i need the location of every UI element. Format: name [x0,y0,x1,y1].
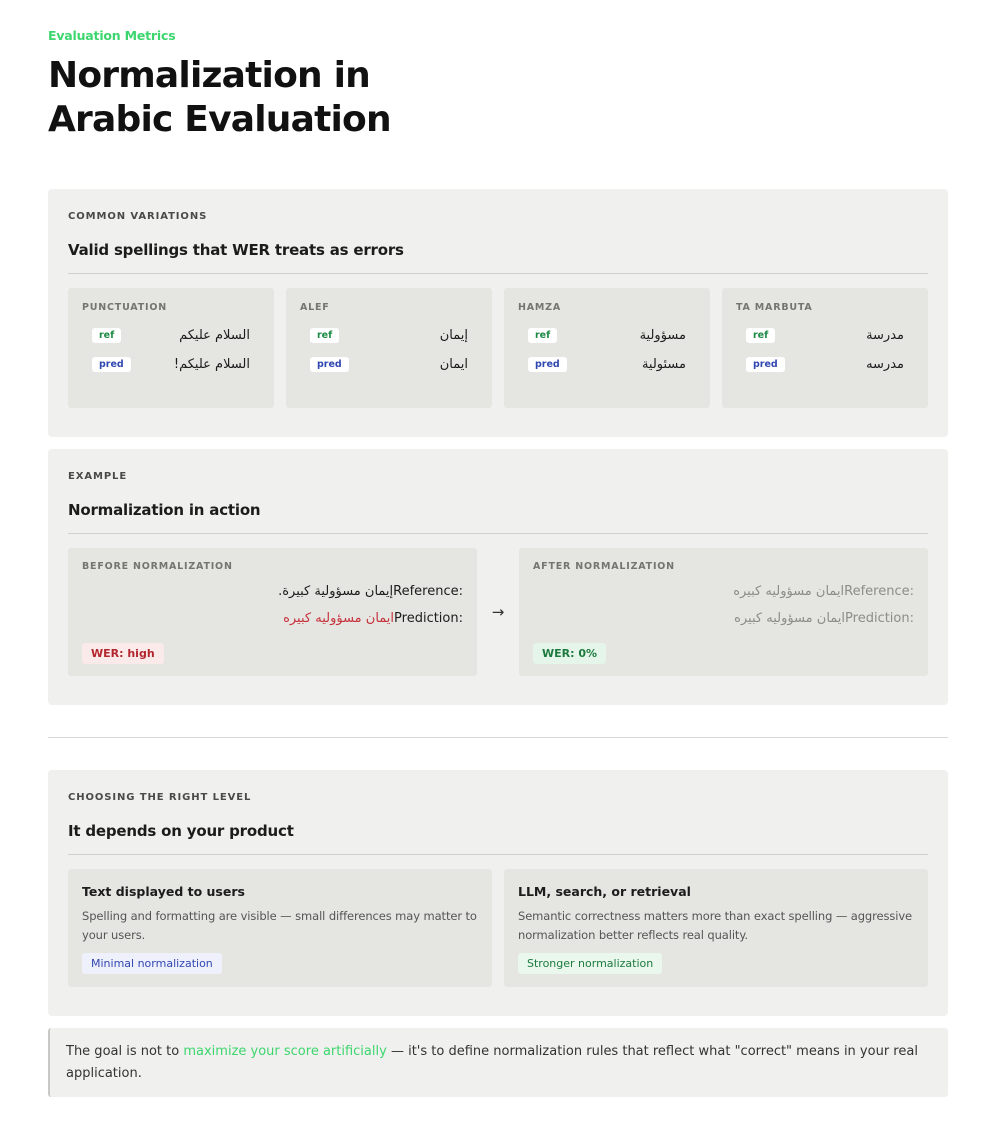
variation-tile-punctuation [68,288,274,408]
note-text-after: — it's to define normalization rules that reflect what "correct" means in your real application. [66,1044,918,1081]
arrow-right-icon: → [491,603,505,621]
before-normalization-panel [68,548,477,676]
example-kicker: EXAMPLE [68,471,128,482]
variation-tile-alef [286,288,492,408]
variation-label: TA MARBUTA [736,302,813,313]
example-card [48,449,948,705]
variation-ref-row [300,328,478,343]
variation-pred-row [518,357,696,372]
example-comparison [68,548,928,676]
after-reference-value: ايمان مسؤوليه كبيره [733,584,845,599]
choosing-kicker: CHOOSING THE RIGHT LEVEL [68,792,252,803]
before-prediction-label: Prediction: [394,611,463,626]
variation-ref-row [736,328,914,343]
after-normalization-panel [519,548,928,676]
ref-text: مدرسة [866,328,904,343]
variation-pred-row [736,357,914,372]
variation-label: PUNCTUATION [82,302,167,313]
pred-tag: pred [746,357,785,372]
after-reference-line [533,584,914,599]
variation-label: HAMZA [518,302,561,313]
section-divider [48,737,948,738]
variations-card [48,189,948,437]
after-label: AFTER NORMALIZATION [533,561,675,572]
pred-tag: pred [310,357,349,372]
eyebrow-category: Evaluation Metrics [48,28,176,43]
before-prediction-line [82,611,463,626]
ref-text: مسؤولية [639,328,686,343]
note-text-before: The goal is not to [66,1044,184,1059]
stronger-normalization-pill: Stronger normalization [518,953,662,974]
choice-description: Spelling and formatting are visible — small differences may matter to your users. [82,909,477,942]
before-reference-line [82,584,463,599]
callout-note [48,1028,948,1097]
minimal-normalization-pill: Minimal normalization [82,953,222,974]
variation-tile-ta-marbuta [722,288,928,408]
variation-pred-row [300,357,478,372]
variation-label: ALEF [300,302,330,313]
page-title [48,54,391,142]
before-label: BEFORE NORMALIZATION [82,561,233,572]
ref-tag: ref [310,328,339,343]
ref-tag: ref [92,328,121,343]
choice-title: Text displayed to users [82,884,245,899]
variations-grid [68,288,928,408]
before-prediction-value: ايمان مسؤوليه كبيره [283,611,395,626]
ref-text: إيمان [439,328,468,343]
ref-tag: ref [746,328,775,343]
choice-title: LLM, search, or retrieval [518,884,691,899]
choice-text-displayed [68,869,492,987]
ref-text: السلام عليكم [179,328,250,343]
choice-llm-search [504,869,928,987]
variation-ref-row [518,328,696,343]
wer-zero-badge: WER: 0% [533,643,606,664]
variation-tile-hamza [504,288,710,408]
variations-title: Valid spellings that WER treats as errors [68,241,928,274]
note-highlight: maximize your score artificially [183,1044,387,1059]
example-title: Normalization in action [68,501,928,534]
choice-description: Semantic correctness matters more than exact spelling — aggressive normalization better reflects real quality. [518,909,913,942]
choosing-card [48,770,948,1016]
pred-text: مسئولية [641,357,686,372]
choosing-title: It depends on your product [68,822,928,855]
after-prediction-label: Prediction: [845,611,914,626]
variation-ref-row [82,328,260,343]
pred-tag: pred [528,357,567,372]
page-title-line-2: Arabic Evaluation [48,99,391,140]
choice-grid [68,869,928,987]
pred-text: السلام عليكم! [173,357,250,372]
after-prediction-value: ايمان مسؤوليه كبيره [734,611,846,626]
variation-pred-row [82,357,260,372]
pred-tag: pred [92,357,131,372]
wer-high-badge: WER: high [82,643,164,664]
variations-kicker: COMMON VARIATIONS [68,211,208,222]
after-prediction-line [533,611,914,626]
after-reference-label: Reference: [844,584,914,599]
page-title-line-1: Normalization in [48,55,370,96]
pred-text: مدرسه [866,357,904,372]
pred-text: ايمان [439,357,468,372]
before-reference-label: Reference: [393,584,463,599]
ref-tag: ref [528,328,557,343]
before-reference-value: إيمان مسؤولية كبيرة. [278,584,394,599]
